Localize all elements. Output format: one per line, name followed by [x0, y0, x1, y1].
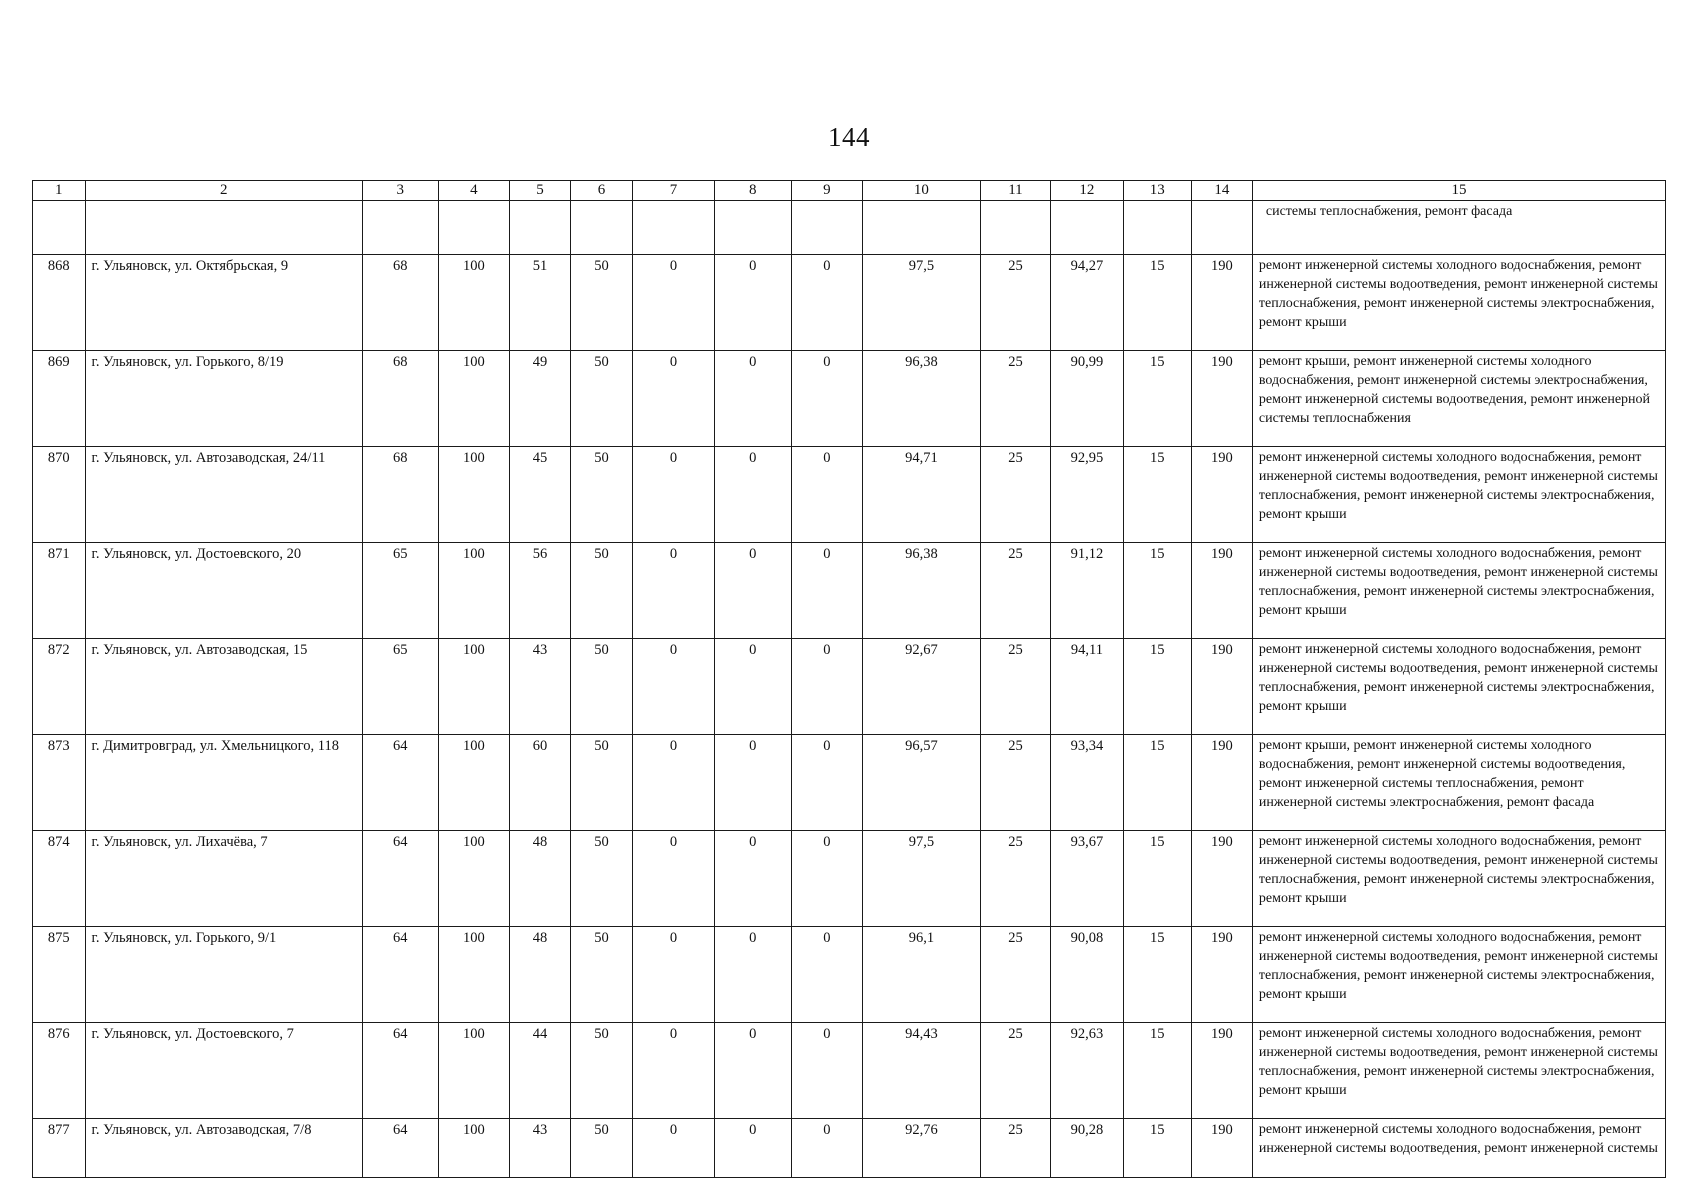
- value-cell: 50: [570, 831, 632, 927]
- value-cell: 0: [791, 543, 862, 639]
- value-cell: 0: [791, 255, 862, 351]
- value-cell: 190: [1191, 255, 1252, 351]
- value-cell: 96,38: [863, 543, 981, 639]
- row-number-cell: 868: [33, 255, 86, 351]
- value-cell: 50: [570, 543, 632, 639]
- value-cell: 50: [570, 927, 632, 1023]
- value-cell: 190: [1191, 543, 1252, 639]
- value-cell: 43: [510, 1119, 571, 1178]
- table-row: [33, 1023, 1666, 1119]
- value-cell: 64: [362, 1119, 438, 1178]
- value-cell: 190: [1191, 1023, 1252, 1119]
- value-cell: 100: [438, 543, 509, 639]
- value-cell: 50: [570, 735, 632, 831]
- address-cell: г. Ульяновск, ул. Лихачёва, 7: [85, 831, 362, 927]
- value-cell: 0: [791, 1023, 862, 1119]
- value-cell: 190: [1191, 735, 1252, 831]
- value-cell: 68: [362, 447, 438, 543]
- value-cell: 60: [510, 735, 571, 831]
- value-cell: 25: [980, 927, 1050, 1023]
- value-cell: 25: [980, 447, 1050, 543]
- row-number-cell: 875: [33, 927, 86, 1023]
- value-cell: 0: [632, 927, 714, 1023]
- value-cell: 96,1: [863, 927, 981, 1023]
- value-cell: 190: [1191, 351, 1252, 447]
- value-cell: 100: [438, 735, 509, 831]
- value-cell: 0: [714, 927, 791, 1023]
- value-cell: 190: [1191, 447, 1252, 543]
- value-cell: 0: [632, 543, 714, 639]
- value-cell: 50: [570, 639, 632, 735]
- value-cell: 25: [980, 351, 1050, 447]
- column-number: 14: [1191, 181, 1252, 201]
- value-cell: 190: [1191, 1119, 1252, 1178]
- works-cell: ремонт крыши, ремонт инженерной системы холодного водоснабжения, ремонт инженерной системы электроснабжения, ремонт инженерной системы водоотведения, ремонт инженерной системы теплоснабжения: [1252, 351, 1665, 447]
- value-cell: 0: [714, 1119, 791, 1178]
- value-cell: 90,08: [1051, 927, 1124, 1023]
- works-cell: ремонт инженерной системы холодного водоснабжения, ремонт инженерной системы водоотведения, ремонт инженерной системы теплоснабжения, ремонт инженерной системы электроснабжения, ремонт крыши: [1252, 255, 1665, 351]
- address-cell: г. Ульяновск, ул. Автозаводская, 24/11: [85, 447, 362, 543]
- value-cell: 25: [980, 1119, 1050, 1178]
- value-cell: 48: [510, 831, 571, 927]
- table-row: [33, 351, 1666, 447]
- value-cell: 15: [1123, 831, 1191, 927]
- value-cell: 92,76: [863, 1119, 981, 1178]
- table-row: [33, 831, 1666, 927]
- address-cell: г. Ульяновск, ул. Октябрьская, 9: [85, 255, 362, 351]
- value-cell: 0: [791, 1119, 862, 1178]
- value-cell: 64: [362, 927, 438, 1023]
- value-cell: 0: [714, 351, 791, 447]
- value-cell: 0: [791, 735, 862, 831]
- value-cell: 15: [1123, 1119, 1191, 1178]
- column-number: 15: [1252, 181, 1665, 201]
- value-cell: 0: [632, 831, 714, 927]
- column-number: 3: [362, 181, 438, 201]
- value-cell: 94,11: [1051, 639, 1124, 735]
- value-cell: 50: [570, 1119, 632, 1178]
- page-number: 144: [828, 122, 870, 152]
- value-cell: 92,67: [863, 639, 981, 735]
- value-cell: 100: [438, 255, 509, 351]
- column-number: 7: [632, 181, 714, 201]
- value-cell: 65: [362, 639, 438, 735]
- table-body: [33, 181, 1666, 1178]
- column-number: 5: [510, 181, 571, 201]
- works-cell: ремонт инженерной системы холодного водоснабжения, ремонт инженерной системы водоотведения, ремонт инженерной системы теплоснабжения, ремонт инженерной системы электроснабжения, ремонт крыши: [1252, 831, 1665, 927]
- value-cell: 64: [362, 1023, 438, 1119]
- value-cell: 0: [632, 1119, 714, 1178]
- value-cell: 91,12: [1051, 543, 1124, 639]
- row-number-cell: 869: [33, 351, 86, 447]
- value-cell: 190: [1191, 927, 1252, 1023]
- value-cell: 0: [791, 351, 862, 447]
- value-cell: 0: [632, 639, 714, 735]
- value-cell: 90,99: [1051, 351, 1124, 447]
- value-cell: 25: [980, 255, 1050, 351]
- value-cell: 48: [510, 927, 571, 1023]
- value-cell: 64: [362, 831, 438, 927]
- value-cell: 94,71: [863, 447, 981, 543]
- value-cell: 93,67: [1051, 831, 1124, 927]
- value-cell: 92,63: [1051, 1023, 1124, 1119]
- value-cell: 0: [791, 639, 862, 735]
- value-cell: 100: [438, 1023, 509, 1119]
- works-cell: ремонт инженерной системы холодного водоснабжения, ремонт инженерной системы водоотведения, ремонт инженерной системы теплоснабжения, ремонт инженерной системы электроснабжения, ремонт крыши: [1252, 447, 1665, 543]
- value-cell: 50: [570, 447, 632, 543]
- value-cell: 0: [714, 255, 791, 351]
- value-cell: 100: [438, 927, 509, 1023]
- address-cell: г. Ульяновск, ул. Горького, 8/19: [85, 351, 362, 447]
- value-cell: 15: [1123, 351, 1191, 447]
- value-cell: 0: [714, 1023, 791, 1119]
- value-cell: 0: [791, 927, 862, 1023]
- column-number: 4: [438, 181, 509, 201]
- column-number: 10: [863, 181, 981, 201]
- value-cell: 97,5: [863, 255, 981, 351]
- address-cell: г. Ульяновск, ул. Достоевского, 20: [85, 543, 362, 639]
- value-cell: 15: [1123, 255, 1191, 351]
- address-cell: г. Ульяновск, ул. Достоевского, 7: [85, 1023, 362, 1119]
- table-row: [33, 543, 1666, 639]
- value-cell: 0: [632, 255, 714, 351]
- works-cell: ремонт инженерной системы холодного водоснабжения, ремонт инженерной системы водоотведения, ремонт инженерной системы теплоснабжения, ремонт инженерной системы электроснабжения, ремонт крыши: [1252, 927, 1665, 1023]
- value-cell: 65: [362, 543, 438, 639]
- row-number-cell: 876: [33, 1023, 86, 1119]
- value-cell: 50: [570, 1023, 632, 1119]
- value-cell: 15: [1123, 447, 1191, 543]
- table-row: [33, 447, 1666, 543]
- value-cell: 96,57: [863, 735, 981, 831]
- value-cell: 100: [438, 639, 509, 735]
- value-cell: 0: [714, 639, 791, 735]
- value-cell: 15: [1123, 735, 1191, 831]
- value-cell: 96,38: [863, 351, 981, 447]
- address-cell: г. Димитровград, ул. Хмельницкого, 118: [85, 735, 362, 831]
- table-row: [33, 255, 1666, 351]
- value-cell: 100: [438, 447, 509, 543]
- row-number-cell: 877: [33, 1119, 86, 1178]
- value-cell: 56: [510, 543, 571, 639]
- value-cell: 45: [510, 447, 571, 543]
- value-cell: 0: [791, 831, 862, 927]
- value-cell: 51: [510, 255, 571, 351]
- value-cell: 92,95: [1051, 447, 1124, 543]
- value-cell: 0: [714, 831, 791, 927]
- value-cell: 15: [1123, 1023, 1191, 1119]
- value-cell: 25: [980, 639, 1050, 735]
- value-cell: 49: [510, 351, 571, 447]
- value-cell: 0: [632, 735, 714, 831]
- value-cell: 25: [980, 735, 1050, 831]
- column-number: 2: [85, 181, 362, 201]
- address-cell: г. Ульяновск, ул. Автозаводская, 15: [85, 639, 362, 735]
- table-row: [33, 927, 1666, 1023]
- row-number-cell: 870: [33, 447, 86, 543]
- value-cell: 94,43: [863, 1023, 981, 1119]
- value-cell: 25: [980, 1023, 1050, 1119]
- value-cell: 100: [438, 831, 509, 927]
- value-cell: 50: [570, 351, 632, 447]
- table-row: [33, 735, 1666, 831]
- value-cell: 100: [438, 351, 509, 447]
- column-number: 12: [1051, 181, 1124, 201]
- value-cell: 64: [362, 735, 438, 831]
- value-cell: 68: [362, 255, 438, 351]
- table-row: [33, 639, 1666, 735]
- value-cell: 0: [714, 735, 791, 831]
- value-cell: 0: [791, 447, 862, 543]
- address-cell: г. Ульяновск, ул. Горького, 9/1: [85, 927, 362, 1023]
- works-cell: ремонт инженерной системы холодного водоснабжения, ремонт инженерной системы водоотведения, ремонт инженерной системы теплоснабжения, ремонт инженерной системы электроснабжения, ремонт крыши: [1252, 543, 1665, 639]
- column-number: 6: [570, 181, 632, 201]
- value-cell: 97,5: [863, 831, 981, 927]
- address-cell: г. Ульяновск, ул. Автозаводская, 7/8: [85, 1119, 362, 1178]
- value-cell: 94,27: [1051, 255, 1124, 351]
- value-cell: 15: [1123, 639, 1191, 735]
- value-cell: 0: [714, 447, 791, 543]
- row-number-cell: 873: [33, 735, 86, 831]
- value-cell: 0: [632, 351, 714, 447]
- column-number: 1: [33, 181, 86, 201]
- value-cell: 0: [714, 543, 791, 639]
- works-cell: ремонт инженерной системы холодного водоснабжения, ремонт инженерной системы водоотведения, ремонт инженерной системы теплоснабжения, ремонт инженерной системы электроснабжения, ремонт крыши: [1252, 639, 1665, 735]
- value-cell: 25: [980, 831, 1050, 927]
- column-number: 8: [714, 181, 791, 201]
- value-cell: 15: [1123, 927, 1191, 1023]
- continuation-row: [33, 201, 1666, 255]
- row-number-cell: 874: [33, 831, 86, 927]
- column-number-row: [33, 181, 1666, 201]
- works-cell: ремонт крыши, ремонт инженерной системы холодного водоснабжения, ремонт инженерной системы водоотведения, ремонт инженерной системы теплоснабжения, ремонт инженерной системы электроснабжения, ремонт фасада: [1252, 735, 1665, 831]
- value-cell: 100: [438, 1119, 509, 1178]
- value-cell: 44: [510, 1023, 571, 1119]
- works-cell: ремонт инженерной системы холодного водоснабжения, ремонт инженерной системы водоотведения, ремонт инженерной системы: [1252, 1119, 1665, 1178]
- value-cell: 0: [632, 447, 714, 543]
- column-number: 13: [1123, 181, 1191, 201]
- register-table: [32, 180, 1666, 1178]
- table-row: [33, 1119, 1666, 1178]
- value-cell: 90,28: [1051, 1119, 1124, 1178]
- value-cell: 15: [1123, 543, 1191, 639]
- value-cell: 190: [1191, 639, 1252, 735]
- column-number: 9: [791, 181, 862, 201]
- value-cell: 25: [980, 543, 1050, 639]
- value-cell: 50: [570, 255, 632, 351]
- works-cell: ремонт инженерной системы холодного водоснабжения, ремонт инженерной системы водоотведения, ремонт инженерной системы теплоснабжения, ремонт инженерной системы электроснабжения, ремонт крыши: [1252, 1023, 1665, 1119]
- value-cell: 0: [632, 1023, 714, 1119]
- column-number: 11: [980, 181, 1050, 201]
- value-cell: 43: [510, 639, 571, 735]
- row-number-cell: 872: [33, 639, 86, 735]
- value-cell: 68: [362, 351, 438, 447]
- value-cell: 190: [1191, 831, 1252, 927]
- row-number-cell: 871: [33, 543, 86, 639]
- works-cell: системы теплоснабжения, ремонт фасада: [1252, 201, 1665, 255]
- value-cell: 93,34: [1051, 735, 1124, 831]
